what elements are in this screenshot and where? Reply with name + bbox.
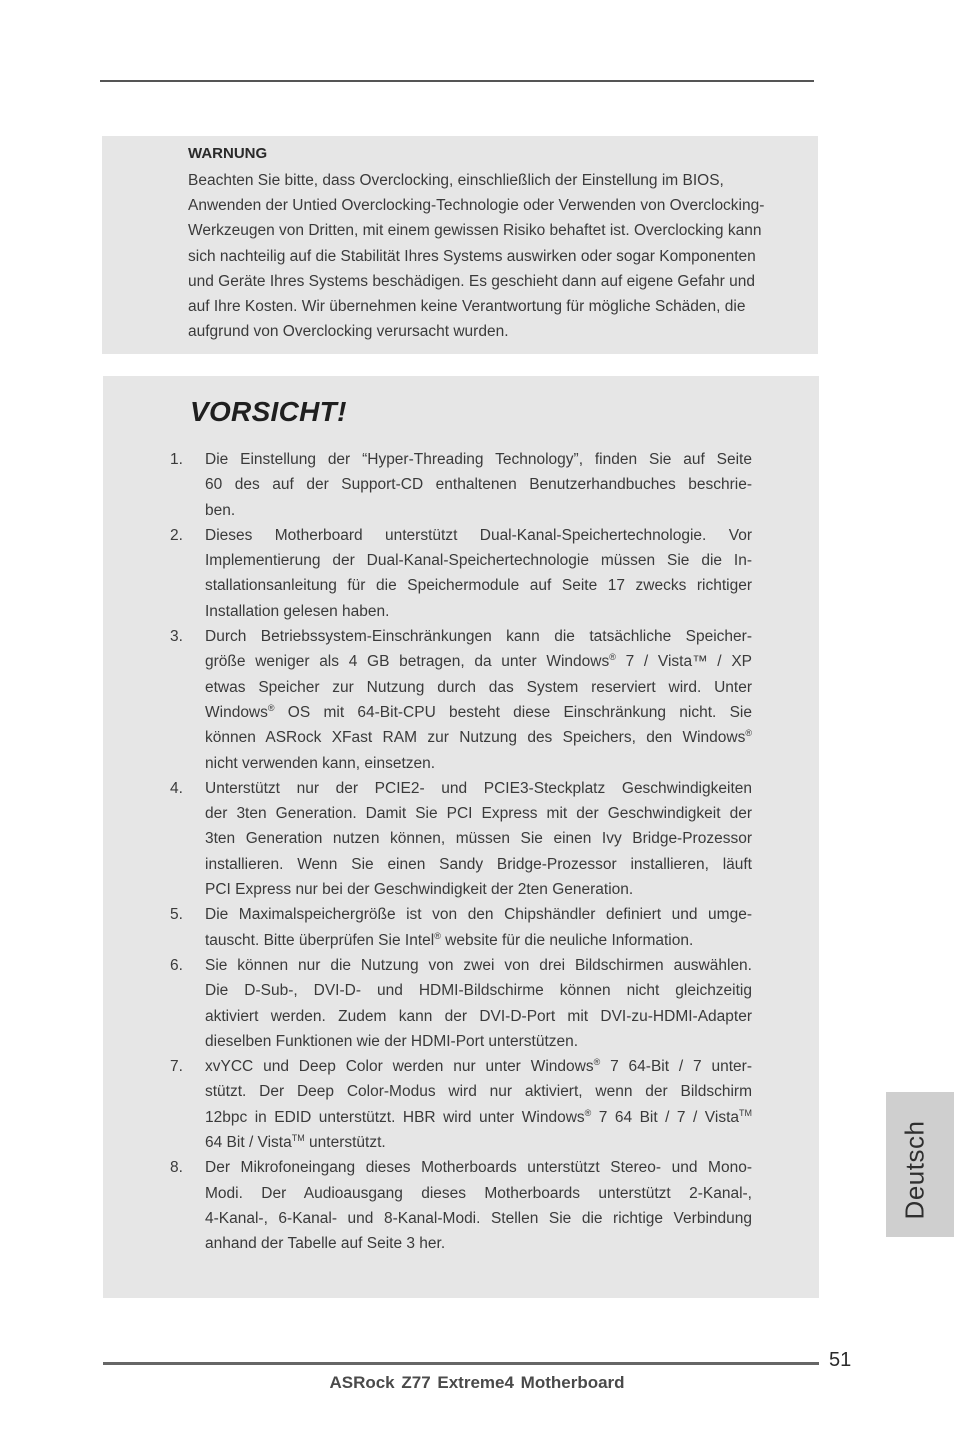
caution-item — [170, 1054, 752, 1155]
caution-item — [170, 902, 752, 953]
warning-line: sich nachteilig auf die Stabilität Ihres Systems auswirken oder sogar Komponenten — [188, 247, 756, 265]
caution-item-number: 1. — [170, 451, 183, 468]
caution-item-line: anhand der Tabelle auf Seite 3 her. — [205, 1235, 446, 1253]
caution-item — [170, 447, 752, 523]
caution-item-line: 12bpc in EDID unterstützt. HBR wird unter Windows® 7 64 Bit / 7 / Vista™ — [205, 1107, 752, 1126]
caution-item-line: dieselben Funktionen wie der HDMI-Port unterstützen. — [205, 1032, 579, 1050]
caution-item — [170, 523, 752, 624]
caution-item-line: etwas Speicher zur Nutzung durch das System reserviert wird. Unter — [205, 678, 752, 696]
caution-item-line: Implementierung der Dual-Kanal-Speichertechnologie müssen Sie die In- — [205, 552, 752, 570]
page-number: 51 — [829, 1349, 852, 1371]
caution-item-line: 3ten Generation nutzen können, müssen Sie einen Ivy Bridge-Prozessor — [205, 830, 752, 848]
caution-item-line: Installation gelesen haben. — [205, 602, 390, 620]
warning-title: WARNUNG — [188, 145, 268, 162]
caution-item — [170, 1155, 752, 1256]
caution-item-line: Die Maximalspeichergröße ist von den Chipshändler definiert und umge- — [205, 906, 752, 924]
caution-item-number: 8. — [170, 1159, 183, 1177]
caution-item-number: 6. — [170, 956, 183, 974]
caution-item-line: 4-Kanal-, 6-Kanal- und 8-Kanal-Modi. Stellen Sie die richtige Verbindung — [205, 1209, 752, 1227]
caution-item-line: der 3ten Generation. Damit Sie PCI Express mit der Geschwindigkeit der — [205, 805, 752, 823]
footer-title: ASRock Z77 Extreme4 Motherboard — [329, 1373, 625, 1392]
caution-item-line: 60 des auf der Support-CD enthaltenen Benutzerhandbuches beschrie- — [205, 476, 752, 494]
warning-line: und Geräte Ihres Systems beschädigen. Es geschieht dann auf eigene Gefahr und — [188, 272, 755, 290]
warning-line: auf Ihre Kosten. Wir übernehmen keine Verantwortung für mögliche Schäden, die — [188, 298, 746, 316]
caution-item-line: xvYCC und Deep Color werden nur unter Windows® 7 64-Bit / 7 unter- — [205, 1057, 752, 1076]
caution-item-line: 64 Bit / Vista™ unterstützt. — [205, 1133, 386, 1152]
caution-item-number: 5. — [170, 906, 183, 924]
caution-item-line: Modi. Der Audioausgang dieses Motherboards unterstützt 2-Kanal-, — [205, 1184, 752, 1202]
caution-item-line: Dieses Motherboard unterstützt Dual-Kanal-Speichertechnologie. Vor — [205, 526, 752, 544]
caution-title: VORSICHT! — [190, 396, 347, 427]
caution-list — [170, 447, 752, 1257]
caution-item-line: tauscht. Bitte überprüfen Sie Intel® website für die neuliche Information. — [205, 930, 694, 949]
caution-item-number: 4. — [170, 779, 183, 797]
caution-item-line: Windows® OS mit 64-Bit-CPU besteht diese Einschränkung nicht. Sie — [205, 702, 752, 721]
warning-line: Anwenden der Untied Overclocking-Technologie oder Verwenden von Overclocking- — [188, 197, 765, 215]
caution-item-line: Die Einstellung der “Hyper-Threading Technology”, finden Sie auf Seite — [205, 451, 752, 468]
caution-item-line: installieren. Wenn Sie einen Sandy Bridge-Prozessor installieren, läuft — [205, 855, 752, 873]
caution-item — [170, 953, 752, 1054]
warning-line: Beachten Sie bitte, dass Overclocking, einschließlich der Einstellung im BIOS, — [188, 172, 724, 189]
caution-item-line: Der Mikrofoneingang dieses Motherboards unterstützt Stereo- und Mono- — [205, 1159, 752, 1177]
warning-body — [188, 168, 818, 344]
caution-item — [170, 776, 752, 902]
warning-line: aufgrund von Overclocking verursacht wurden. — [188, 323, 509, 341]
caution-item-number: 7. — [170, 1058, 183, 1076]
caution-item-line: können ASRock XFast RAM zur Nutzung des Speichers, den Windows® — [205, 728, 752, 747]
footer-rule — [103, 1362, 819, 1365]
caution-item-line: Die D-Sub-, DVI-D- und HDMI-Bildschirme können nicht gleichzeitig — [205, 982, 752, 1000]
caution-item-line: stützt. Der Deep Color-Modus wird nur aktiviert, wenn der Bildschirm — [205, 1083, 752, 1101]
caution-item-number: 3. — [170, 628, 183, 646]
caution-item-line: größe weniger als 4 GB betragen, da unter Windows® 7 / Vista™ / XP — [205, 652, 752, 671]
caution-item — [170, 624, 752, 776]
warning-line: Werkzeugen von Dritten, mit einem gewissen Risiko behaftet ist. Overclocking kann — [188, 222, 762, 240]
caution-item-line: PCI Express nur bei der Geschwindigkeit der 2ten Generation. — [205, 881, 634, 899]
caution-item-line: nicht verwenden kann, einsetzen. — [205, 754, 436, 772]
caution-item-line: ben. — [205, 501, 236, 519]
caution-item-line: Sie können nur die Nutzung von zwei von drei Bildschirmen auswählen. — [205, 956, 752, 974]
header-rule — [100, 80, 814, 82]
caution-item-line: stallationsanleitung für die Speichermodule auf Seite 17 zwecks richtiger — [205, 577, 752, 595]
caution-item-line: Unterstützt nur der PCIE2- und PCIE3-Steckplatz Geschwindigkeiten — [205, 779, 752, 797]
caution-item-line: Durch Betriebssystem-Einschränkungen kann die tatsächliche Speicher- — [205, 628, 752, 646]
caution-item-line: aktiviert werden. Zudem kann der DVI-D-Port mit DVI-zu-HDMI-Adapter — [205, 1007, 752, 1025]
language-tab-label: Deutsch — [899, 1120, 930, 1220]
caution-item-number: 2. — [170, 526, 183, 544]
